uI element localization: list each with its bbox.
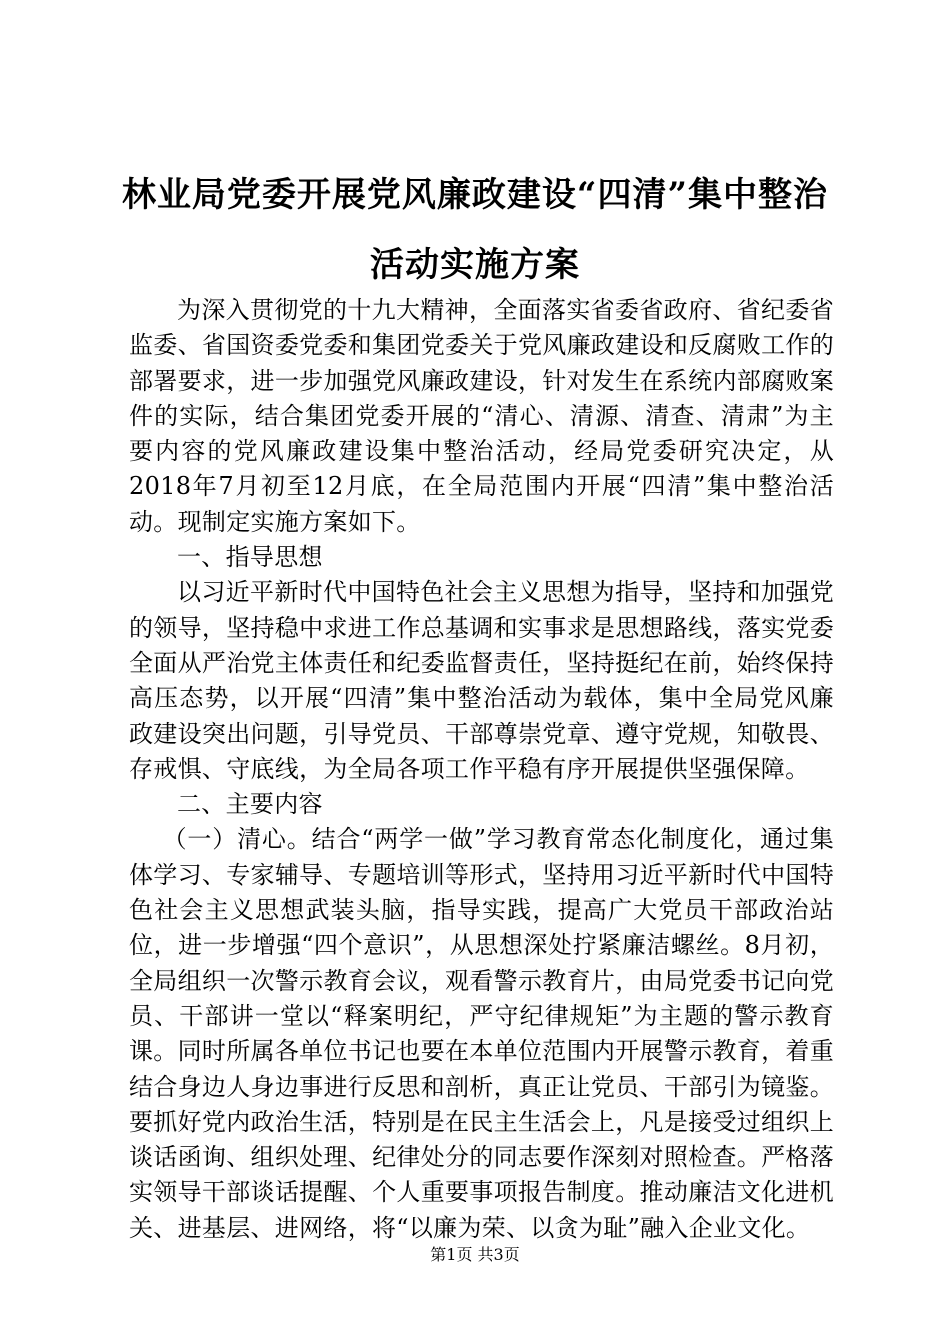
intro-paragraph: 为深入贯彻党的十九大精神，全面落实省委省政府、省纪委省监委、省国资委党委和集团党委关于党风廉政建设和反腐败工作的部署要求，进一步加强党风廉政建设，针对发生在系统内部腐败案件的实际，结合集团党委开展的“清心、清源、清查、清肃”为主要内容的党风廉政建设集中整治活动，经局党委研究决定，从2018年7月初至12月底，在全局范围内开展“四清”集中整治活动。现制定实施方案如下。 [129, 296, 834, 536]
section-heading-main-content: 二、主要内容 [177, 790, 323, 819]
guiding-ideology-paragraph: 以习近平新时代中国特色社会主义思想为指导，坚持和加强党的领导，坚持稳中求进工作总基调和实事求是思想路线，落实党委全面从严治党主体责任和纪委监督责任，坚持挺纪在前，始终保持高压态势，以开展“四清”集中整治活动为载体，集中全局党风廉政建设突出问题，引导党员、干部尊崇党章、遵守党规，知敬畏、存戒惧、守底线，为全局各项工作平稳有序开展提供坚强保障。 [129, 578, 834, 783]
section-heading-guiding-ideology: 一、指导思想 [177, 543, 323, 572]
document-title: 林业局党委开展党风廉政建设“四清”集中整治活动实施方案 [121, 175, 829, 285]
document-body [129, 293, 834, 1246]
subsection-qingxin-paragraph: （一）清心。结合“两学一做”学习教育常态化制度化，通过集体学习、专家辅导、专题培训等形式，坚持用习近平新时代中国特色社会主义思想武装头脑，指导实践，提高广大党员干部政治站位，进一步增强“四个意识”，从思想深处拧紧廉洁螺丝。8月初，全局组织一次警示教育会议，观看警示教育片，由局党委书记向党员、干部讲一堂以“释案明纪，严守纪律规矩”为主题的警示教育课。同时所属各单位书记也要在本单位范围内开展警示教育，着重结合身边人身边事进行反思和剖析，真正让党员、干部引为镜鉴。要抓好党内政治生活，特别是在民主生活会上，凡是接受过组织上谈话函询、组织处理、纪律处分的同志要作深刻对照检查。严格落实领导干部谈话提醒、个人重要事项报告制度。推动廉洁文化进机关、进基层、进网络，将“以廉为荣、以贪为耻”融入企业文化。 [129, 825, 834, 1242]
page-footer: 第1页 共3页 [430, 1245, 520, 1264]
